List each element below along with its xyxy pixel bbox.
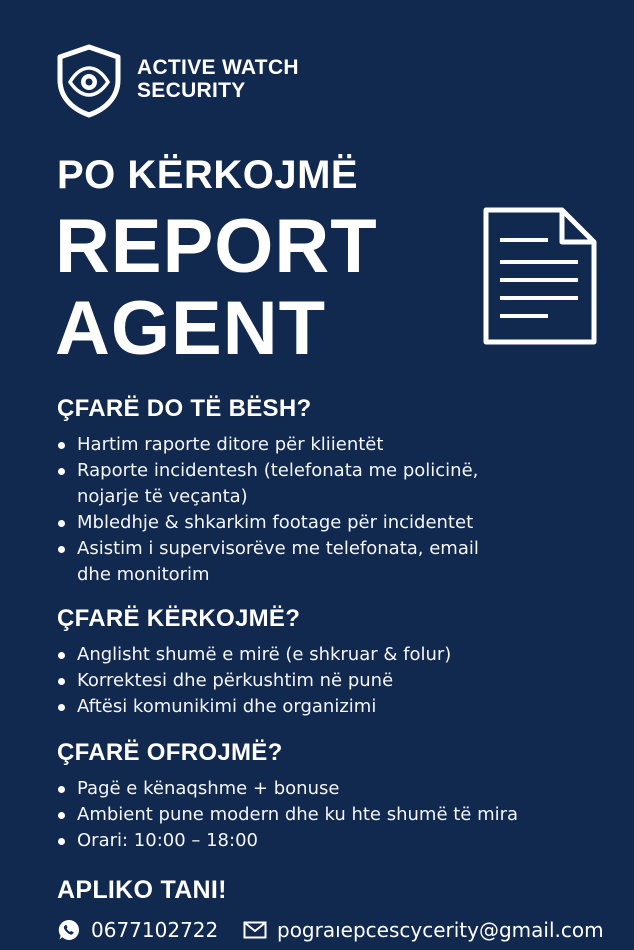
list-item: Pagë e kënaqshme + bonuse bbox=[57, 776, 518, 802]
list-item: Hartim raporte ditore për kliientët bbox=[57, 432, 479, 458]
section-heading: ÇFARË OFROJMË? bbox=[57, 739, 283, 766]
section-requirements bbox=[57, 604, 451, 720]
section-heading: ÇFARË KËRKOJMË? bbox=[57, 605, 301, 632]
duties-list bbox=[57, 432, 479, 588]
eye-shield-logo-icon bbox=[56, 44, 122, 118]
list-item: Asistim i supervisorëve me telefonata, email dhe monitorim bbox=[57, 536, 479, 588]
envelope-icon bbox=[243, 921, 267, 939]
brand-name bbox=[137, 56, 299, 102]
job-title-line-1: REPORT bbox=[55, 204, 378, 289]
apply-heading: APLIKO TANI! bbox=[57, 876, 227, 904]
list-item: Mbledhje & shkarkim footage për incidentet bbox=[57, 510, 479, 536]
email-address: pograıepcescycerity@gmail.com bbox=[277, 918, 604, 942]
list-item: Korrektesi dhe përkushtim në punë bbox=[57, 668, 451, 694]
brand-line-1: ACTIVE WATCH bbox=[137, 56, 299, 79]
email-contact[interactable] bbox=[243, 916, 604, 944]
eyebrow-text: PO KËRKOJMË bbox=[57, 153, 359, 197]
document-icon bbox=[482, 206, 598, 346]
list-item: Raporte incidentesh (telefonata me policinë, nojarje të veçanta) bbox=[57, 458, 479, 510]
list-item: Orari: 10:00 – 18:00 bbox=[57, 828, 518, 854]
phone-contact[interactable] bbox=[57, 916, 218, 944]
list-item: Aftësi komunikimi dhe organizimi bbox=[57, 694, 451, 720]
section-duties bbox=[57, 394, 479, 588]
job-title bbox=[55, 206, 378, 370]
section-heading: ÇFARË DO TË BËSH? bbox=[57, 395, 312, 422]
whatsapp-icon bbox=[57, 918, 81, 942]
list-item: Ambient pune modern dhe ku hte shumë të mira bbox=[57, 802, 518, 828]
list-item: Anglisht shumë e mirë (e shkruar & folur) bbox=[57, 642, 451, 668]
requirements-list bbox=[57, 642, 451, 720]
job-title-line-2: AGENT bbox=[55, 286, 326, 371]
phone-number: 0677102722 bbox=[91, 918, 219, 942]
offer-list bbox=[57, 776, 518, 854]
brand-line-2: SECURITY bbox=[137, 79, 246, 102]
section-offer bbox=[57, 738, 518, 854]
